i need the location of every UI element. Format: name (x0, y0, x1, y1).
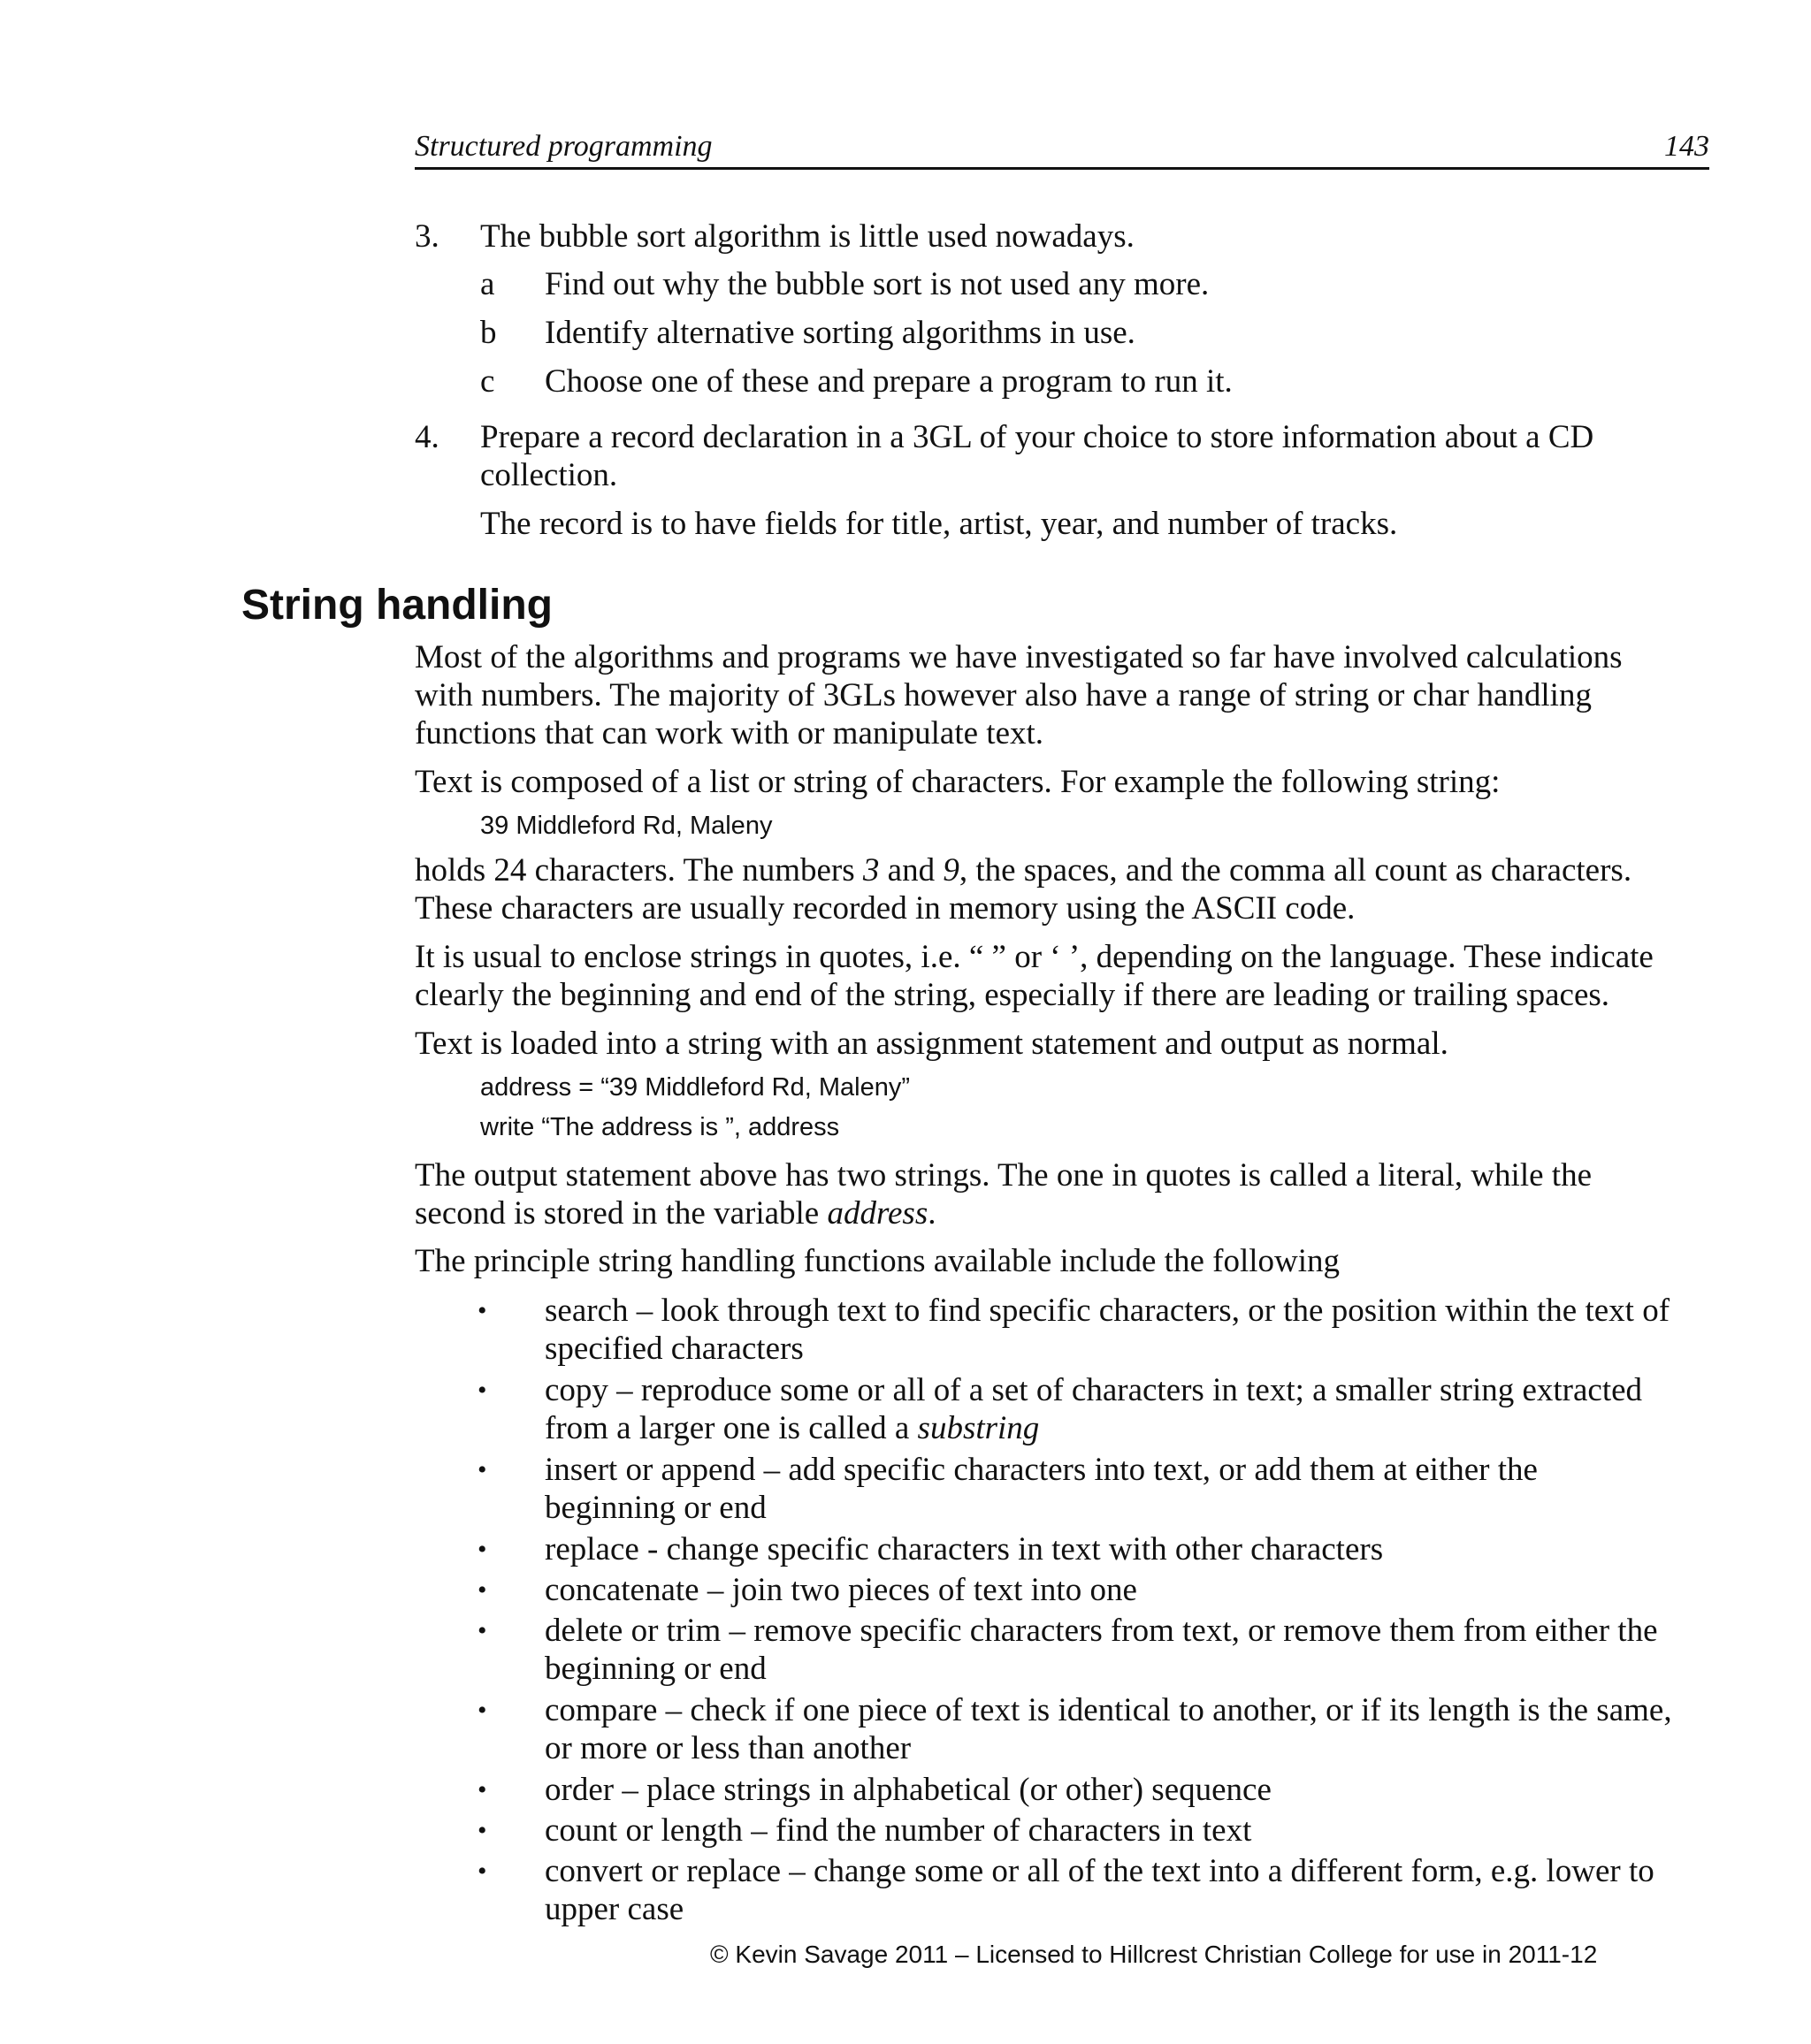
sub-letter: a (480, 266, 495, 302)
paragraph-line: The principle string handling functions available include the following (415, 1243, 1341, 1279)
text-run-italic: 9 (943, 852, 959, 889)
list-item-line: count or length – find the number of characters in text (545, 1812, 1252, 1849)
term-substring: substring (917, 1410, 1040, 1446)
exercise-text: Prepare a record declaration in a 3GL of your choice to store information about a CD (480, 419, 1594, 455)
code-line: write “The address is ”, address (480, 1113, 840, 1141)
list-item-line: or more or less than another (545, 1730, 912, 1766)
text-run: from a larger one is called a (545, 1410, 918, 1446)
bullet-icon: • (478, 1296, 487, 1325)
bullet-icon: • (478, 1696, 487, 1725)
bullet-icon: • (478, 1857, 487, 1886)
list-item-line: insert or append – add specific characters into text, or add them at either the (545, 1452, 1538, 1488)
paragraph-line: The output statement above has two strings. The one in quotes is called a literal, while the (415, 1157, 1592, 1194)
exercise-text: collection. (480, 457, 618, 493)
list-item-line: replace - change specific characters in text with other characters (545, 1531, 1384, 1567)
code-line: address = “39 Middleford Rd, Maleny” (480, 1073, 910, 1102)
text-run-italic: 3 (862, 852, 880, 889)
text-run: , the spaces, and the comma all count as characters. (959, 852, 1632, 889)
sub-letter: b (480, 315, 497, 351)
list-item-line: beginning or end (545, 1490, 767, 1526)
text-run: holds 24 characters. The numbers (415, 852, 863, 889)
sub-text: Choose one of these and prepare a program to run it. (545, 363, 1233, 400)
bullet-icon: • (478, 1575, 487, 1605)
exercise-number: 4. (415, 419, 439, 455)
list-item-line: concatenate – join two pieces of text into one (545, 1572, 1137, 1608)
sub-text: Find out why the bubble sort is not used any more. (545, 266, 1210, 302)
paragraph-line: clearly the beginning and end of the string, especially if there are leading or trailing spaces. (415, 977, 1610, 1013)
paragraph-line: with numbers. The majority of 3GLs however also have a range of string or char handling (415, 677, 1592, 713)
chapter-title: Structured programming (415, 130, 713, 163)
bullet-icon: • (478, 1616, 487, 1645)
list-item-line: upper case (545, 1891, 684, 1927)
bullet-icon: • (478, 1455, 487, 1484)
paragraph-line: Text is composed of a list or string of characters. For example the following string: (415, 764, 1501, 800)
bullet-icon: • (478, 1376, 487, 1405)
exercise-number: 3. (415, 218, 439, 255)
sub-letter: c (480, 363, 495, 400)
paragraph-line: These characters are usually recorded in memory using the ASCII code. (415, 890, 1356, 927)
list-item-line: beginning or end (545, 1651, 767, 1687)
list-item-line: convert or replace – change some or all of the text into a different form, e.g. lower to (545, 1853, 1654, 1889)
paragraph-line (415, 851, 1631, 889)
paragraph-line: functions that can work with or manipulate text. (415, 715, 1044, 751)
paragraph-line: Most of the algorithms and programs we have investigated so far have involved calculations (415, 639, 1623, 675)
paragraph-line: It is usual to enclose strings in quotes, i.e. “ ” or ‘ ’, depending on the language. These indicate (415, 939, 1654, 975)
bullet-icon: • (478, 1775, 487, 1804)
list-item-line: specified characters (545, 1331, 804, 1367)
exercise-text: The bubble sort algorithm is little used nowadays. (480, 218, 1135, 255)
example-string: 39 Middleford Rd, Maleny (480, 812, 773, 840)
exercise-note: The record is to have fields for title, artist, year, and number of tracks. (480, 506, 1398, 542)
list-item-line: copy – reproduce some or all of a set of characters in text; a smaller string extracted (545, 1372, 1643, 1408)
paragraph-line: Text is loaded into a string with an assignment statement and output as normal. (415, 1026, 1448, 1062)
list-item-line: search – look through text to find specific characters, or the position within the text of (545, 1293, 1670, 1329)
text-run: and (879, 852, 944, 889)
page-number: 143 (1664, 130, 1709, 163)
list-item-line: order – place strings in alphabetical (or other) sequence (545, 1772, 1272, 1808)
bullet-icon: • (478, 1816, 487, 1845)
variable-name: address (827, 1195, 928, 1232)
list-item-line: compare – check if one piece of text is identical to another, or if its length is the same, (545, 1692, 1672, 1728)
text-run: second is stored in the variable (415, 1195, 828, 1232)
list-item-line (545, 1409, 1039, 1447)
copyright-footer: © Kevin Savage 2011 – Licensed to Hillcrest Christian College for use in 2011-12 (710, 1941, 1598, 1968)
sub-text: Identify alternative sorting algorithms in use. (545, 315, 1135, 351)
list-item-line: delete or trim – remove specific characters from text, or remove them from either the (545, 1613, 1658, 1649)
paragraph-line (415, 1194, 936, 1232)
bullet-icon: • (478, 1535, 487, 1564)
text-run: . (928, 1195, 936, 1232)
section-heading: String handling (241, 582, 553, 629)
